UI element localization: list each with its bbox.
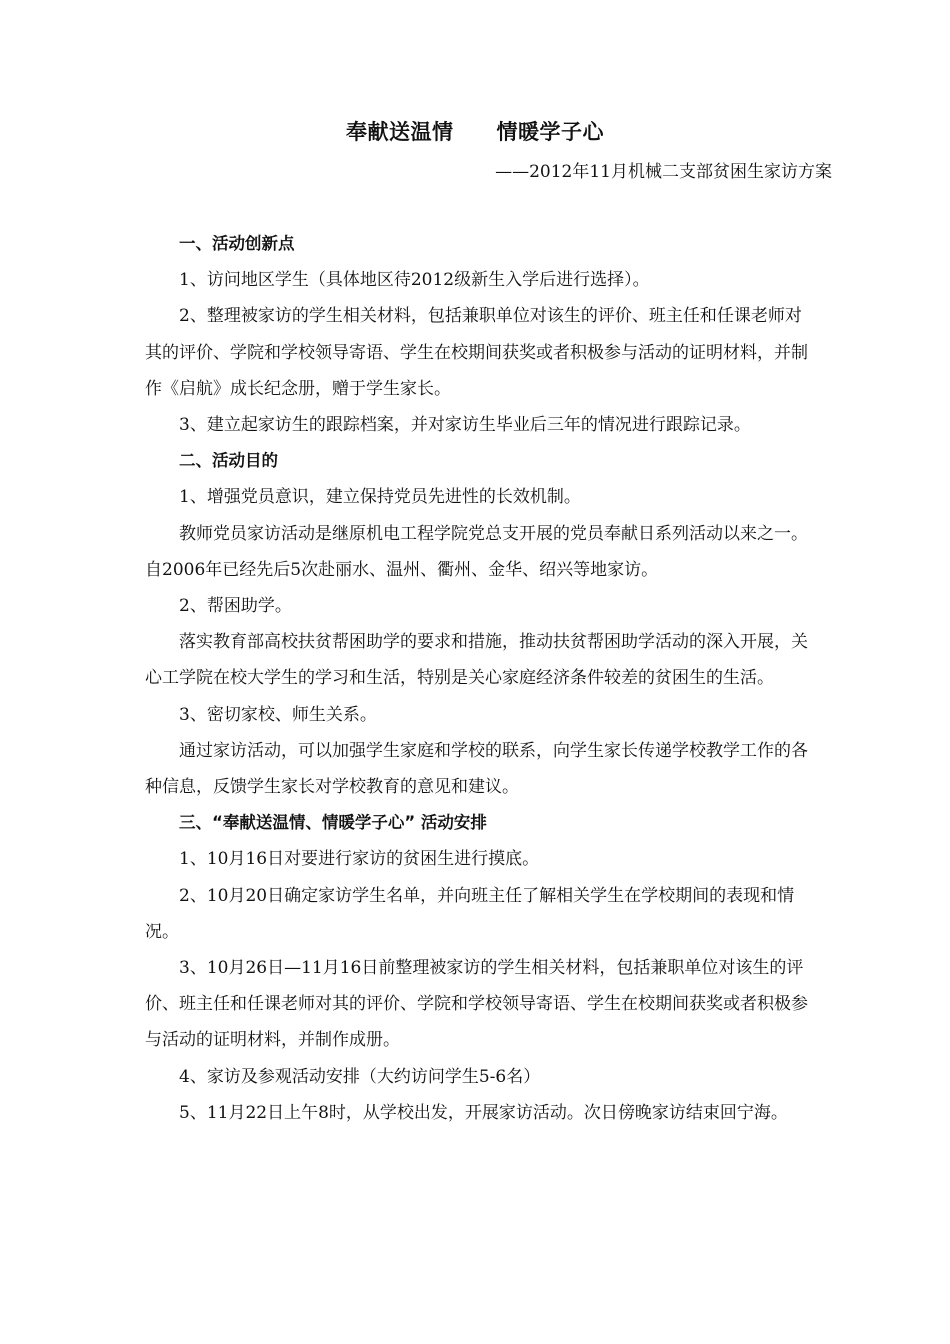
paragraph: 3、建立起家访生的跟踪档案，并对家访生毕业后三年的情况进行跟踪记录。 <box>179 415 751 436</box>
paragraph: 3、10月26日—11月16日前整理被家访的学生相关材料，包括兼职单位对该生的评价、班主任和任课老师对其的评价、学院和学校领导寄语、学生在校期间获奖或者积极参与活动的证明材料，并制作成册。 <box>145 958 808 1051</box>
paragraph: 教师党员家访活动是继原机电工程学院党总支开展的党员奉献日系列活动以来之一。自2006年已经先后5次赴丽水、温州、衢州、金华、绍兴等地家访。 <box>145 523 808 580</box>
document-body <box>145 226 811 1131</box>
paragraph: 2、整理被家访的学生相关材料，包括兼职单位对该生的评价、班主任和任课老师对其的评价、学院和学校领导寄语、学生在校期间获奖或者积极参与活动的证明材料，并制作《启航》成长纪念册，赠于学生家长。 <box>145 306 808 399</box>
paragraph: 5、11月22日上午8时，从学校出发，开展家访活动。次日傍晚家访结束回宁海。 <box>179 1102 788 1123</box>
section-heading-schedule: 三、“奉献送温情、情暖学子心” 活动安排 <box>179 813 487 833</box>
section-heading-purpose: 二、活动目的 <box>179 451 278 471</box>
section-heading-innovation: 一、活动创新点 <box>179 234 295 253</box>
document-subtitle: ——2012年11月机械二支部贫困生家访方案 <box>495 162 832 182</box>
paragraph: 2、帮困助学。 <box>179 596 292 617</box>
document-title: 奉献送温情 情暖学子心 <box>346 120 604 144</box>
paragraph: 1、访问地区学生（具体地区待2012级新生入学后进行选择）。 <box>179 270 650 291</box>
paragraph: 落实教育部高校扶贫帮困助学的要求和措施，推动扶贫帮困助学活动的深入开展，关心工学院在校大学生的学习和生活，特别是关心家庭经济条件较差的贫困生的生活。 <box>145 632 808 689</box>
paragraph: 4、家访及参观活动安排（大约访问学生5-6名） <box>179 1066 541 1087</box>
paragraph: 1、10月16日对要进行家访的贫困生进行摸底。 <box>179 849 540 870</box>
paragraph: 通过家访活动，可以加强学生家庭和学校的联系，向学生家长传递学校教学工作的各种信息，反馈学生家长对学校教育的意见和建议。 <box>145 740 808 798</box>
paragraph: 3、密切家校、师生关系。 <box>179 704 377 725</box>
paragraph: 2、10月20日确定家访学生名单，并向班主任了解相关学生在学校期间的表现和情况。 <box>145 885 795 942</box>
paragraph: 1、增强党员意识，建立保持党员先进性的长效机制。 <box>179 487 581 508</box>
